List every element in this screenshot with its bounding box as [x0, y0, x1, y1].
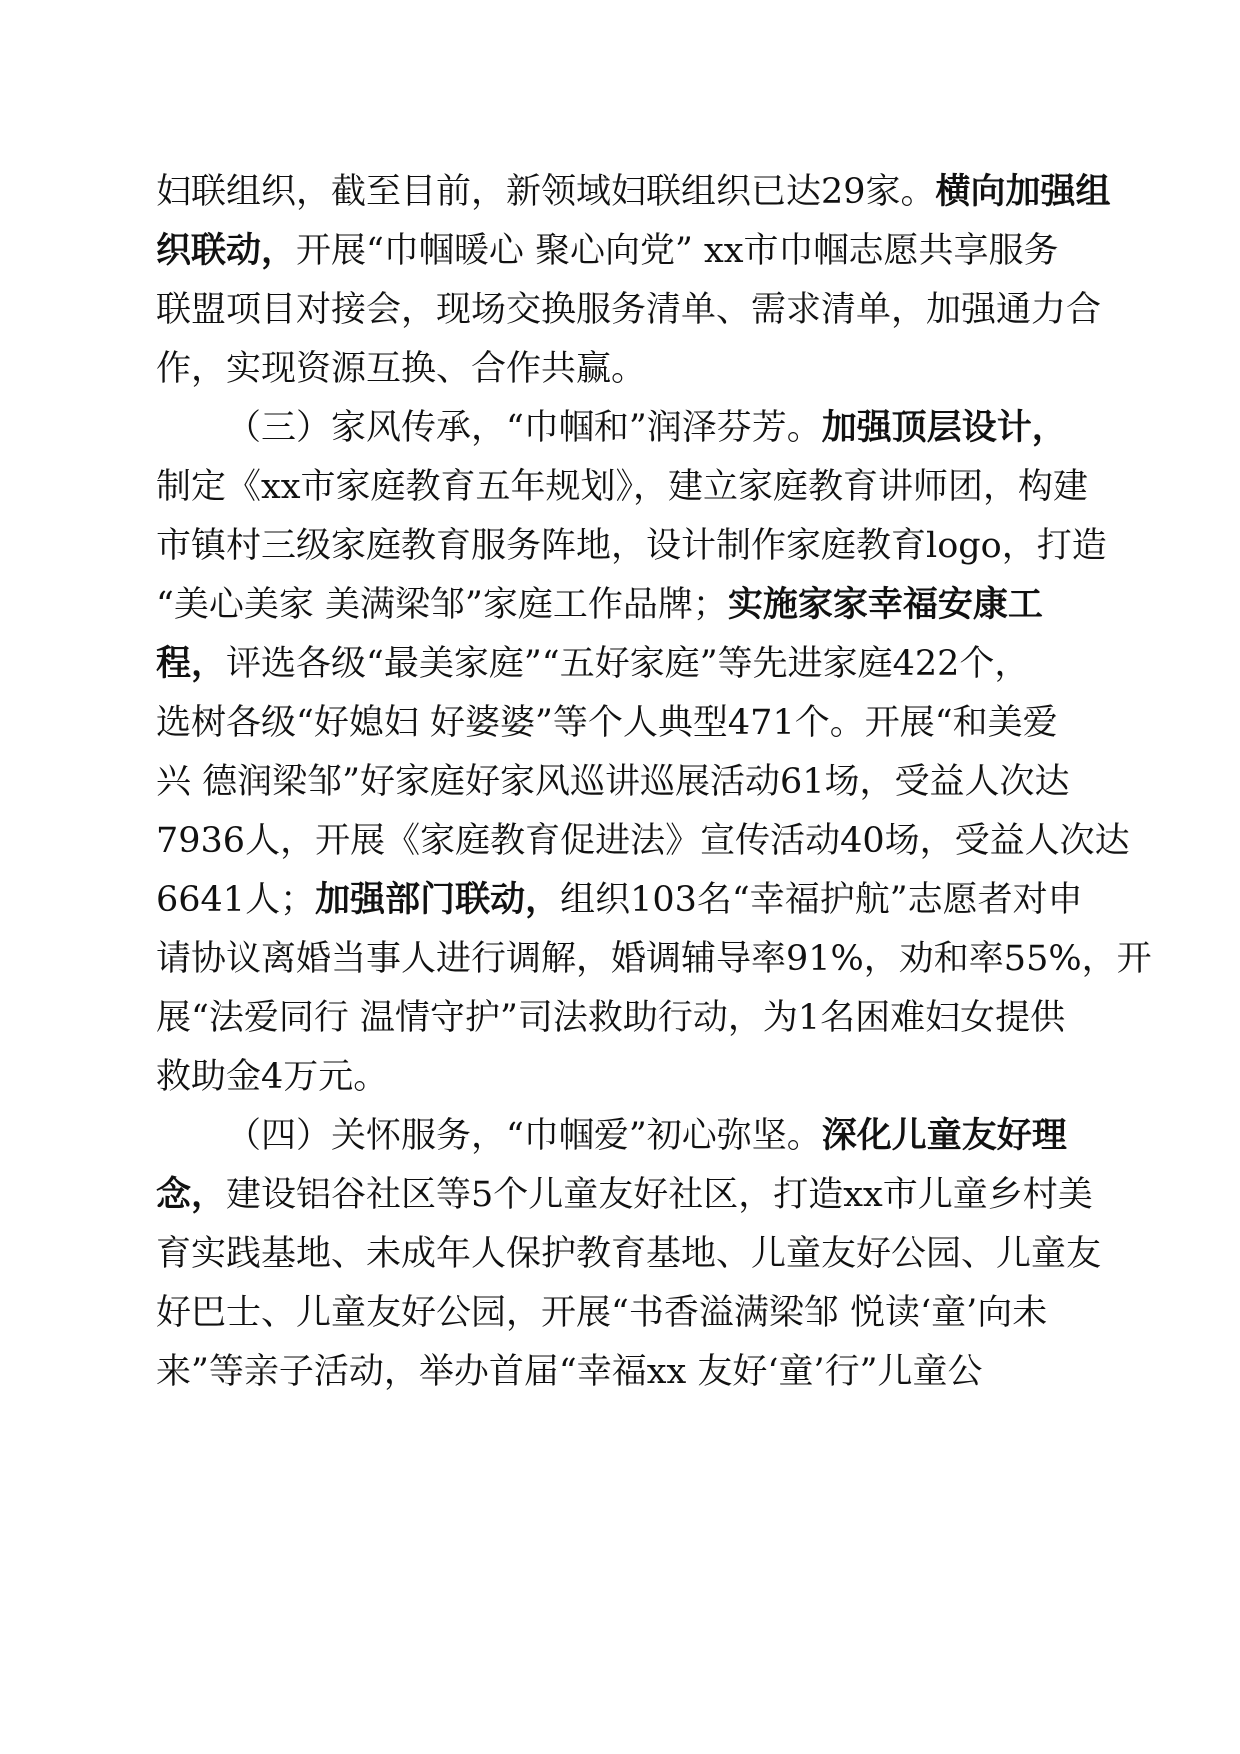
text-run: 建设铝谷社区等5个儿童友好社区，打造xx市儿童乡村美 [226, 1175, 1093, 1215]
text-line [156, 1347, 1086, 1397]
text-line [156, 993, 1086, 1043]
bold-text-run: 深化儿童友好理 [821, 1116, 1067, 1156]
text-run: 展“法爱同行 温情守护”司法救助行动，为1名困难妇女提供 [156, 998, 1066, 1038]
text-line [156, 639, 1086, 689]
section-heading-line [226, 1111, 1086, 1161]
text-line [156, 285, 1102, 335]
text-line [156, 934, 1152, 984]
text-line [156, 757, 1086, 807]
text-line [156, 521, 1107, 571]
text-run: 开展“巾帼暖心 聚心向党” xx市巾帼志愿共享服务 [296, 231, 1059, 271]
text-line [156, 816, 1130, 866]
bold-text-run: 横向加强组 [935, 172, 1111, 212]
text-run: 制定《xx市家庭教育五年规划》，建立家庭教育讲师团，构建 [156, 467, 1088, 507]
section-heading: （四）关怀服务，“巾帼爱”初心弥坚。 [226, 1116, 822, 1156]
text-line [156, 580, 1086, 630]
bold-text-run: 织联动， [156, 231, 297, 271]
text-line [156, 167, 1111, 217]
text-run: 救助金4万元。 [156, 1057, 389, 1097]
text-line [156, 1229, 1102, 1279]
text-line [156, 226, 1086, 276]
section-heading-line [226, 403, 1086, 453]
text-run: 妇联组织，截至目前，新领域妇联组织已达29家。 [156, 172, 936, 212]
text-line [156, 462, 1086, 512]
text-line [156, 698, 1086, 748]
bold-text-run: 程， [156, 644, 227, 684]
text-run: 好巴士、儿童友好公园，开展“书香溢满梁邹 悦读‘童’向未 [156, 1293, 1048, 1333]
bold-text-run: 加强顶层设计， [821, 408, 1067, 448]
text-run: 7936人，开展《家庭教育促进法》宣传活动40场，受益人次达 [156, 821, 1130, 861]
text-run: 作，实现资源互换、合作共赢。 [156, 349, 647, 389]
bold-text-run: 实施家家幸福安康工 [727, 585, 1043, 625]
text-run: 兴 德润梁邹”好家庭好家风巡讲巡展活动61场，受益人次达 [156, 762, 1070, 802]
text-run: 来”等亲子活动，举办首届“幸福xx 友好‘童’行”儿童公 [156, 1352, 983, 1392]
text-run: 选树各级“好媳妇 好婆婆”等个人典型471个。开展“和美爱 [156, 703, 1058, 743]
text-line [156, 1288, 1086, 1338]
text-run: 评选各级“最美家庭”“五好家庭”等先进家庭422个， [226, 644, 1030, 684]
text-line [156, 1052, 1086, 1102]
text-line [156, 1170, 1093, 1220]
text-run: 育实践基地、未成年人保护教育基地、儿童友好公园、儿童友 [156, 1234, 1102, 1274]
text-run: 组织103名“幸福护航”志愿者对申 [560, 880, 1083, 920]
text-run: “美心美家 美满梁邹”家庭工作品牌； [156, 585, 728, 625]
section-heading: （三）家风传承，“巾帼和”润泽芬芳。 [226, 408, 822, 448]
bold-text-run: 加强部门联动， [315, 880, 561, 920]
text-run: 请协议离婚当事人进行调解，婚调辅导率91%，劝和率55%，开 [156, 939, 1152, 979]
text-run: 6641人； [156, 880, 316, 920]
text-line [156, 875, 1086, 925]
text-line [156, 344, 1086, 394]
bold-text-run: 念， [156, 1175, 227, 1215]
text-run: 市镇村三级家庭教育服务阵地，设计制作家庭教育logo，打造 [156, 526, 1107, 566]
text-run: 联盟项目对接会，现场交换服务清单、需求清单，加强通力合 [156, 290, 1102, 330]
